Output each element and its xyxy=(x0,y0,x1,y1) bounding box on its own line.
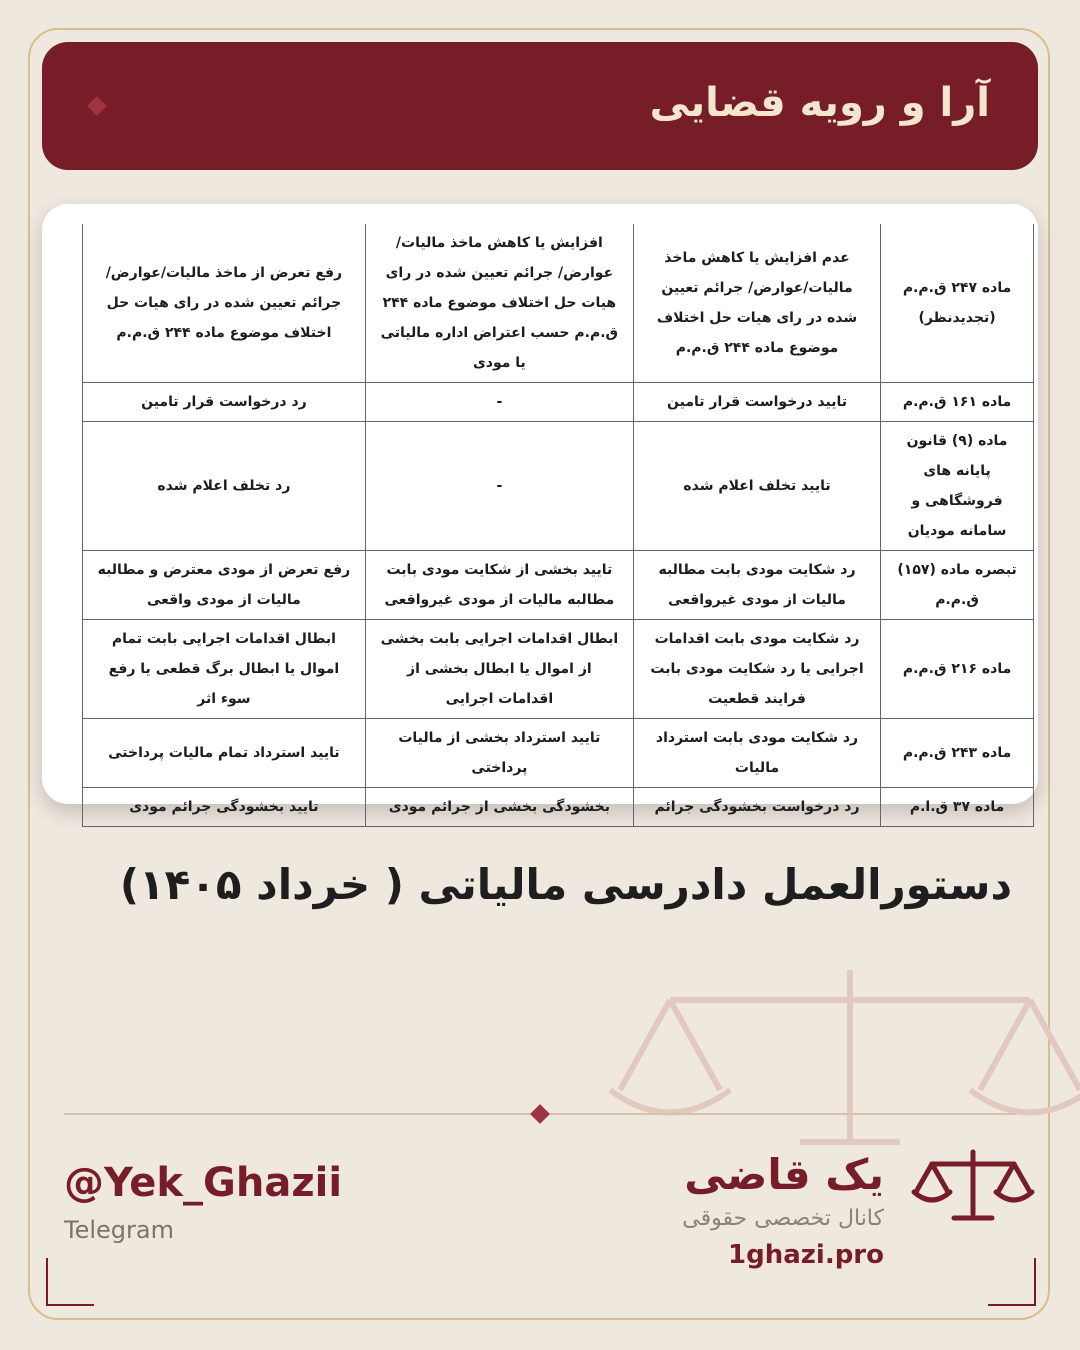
table-cell: ماده ۱۶۱ ق.م.م xyxy=(881,383,1034,422)
table-cell: رد درخواست بخشودگی جرائم xyxy=(633,788,880,827)
table-row xyxy=(83,551,1034,620)
table-cell: رد شکایت مودی بابت مطالبه مالیات از مودی غیرواقعی xyxy=(633,551,880,620)
table-cell: رفع تعرض از ماخذ مالیات/عوارض/ جرائم تعیین شده در رای هیات حل اختلاف موضوع ماده ۲۴۴ ق.م.م xyxy=(83,224,366,383)
diamond-icon xyxy=(87,96,107,116)
table-row xyxy=(83,719,1034,788)
corner-ornament xyxy=(46,1258,94,1306)
table-cell: تایید تخلف اعلام شده xyxy=(633,422,880,551)
header-banner xyxy=(42,42,1038,170)
scales-watermark-icon xyxy=(600,960,1080,1180)
table-cell: تایید درخواست قرار تامین xyxy=(633,383,880,422)
table-row xyxy=(83,620,1034,719)
corner-ornament xyxy=(988,1258,1036,1306)
table-row xyxy=(83,383,1034,422)
platform-label: Telegram xyxy=(64,1216,174,1244)
table-cell: افزایش یا کاهش ماخذ مالیات/عوارض/ جرائم تعیین شده در رای هیات حل اختلاف موضوع ماده ۲۴۴ ق.م.م حسب اعتراض اداره مالیاتی یا مودی xyxy=(365,224,633,383)
table-row xyxy=(83,224,1034,383)
table-row xyxy=(83,422,1034,551)
table-cell: رفع تعرض از مودی معترض و مطالبه مالیات از مودی واقعی xyxy=(83,551,366,620)
table-cell: تبصره ماده (۱۵۷) ق.م.م xyxy=(881,551,1034,620)
document-card xyxy=(42,204,1038,815)
table-cell: رد شکایت مودی بابت استرداد مالیات xyxy=(633,719,880,788)
table-cell: ابطال اقدامات اجرایی بابت بخشی از اموال یا ابطال بخشی از اقدامات اجرایی xyxy=(365,620,633,719)
table-cell: تایید بخشی از شکایت مودی بابت مطالبه مالیات از مودی غیرواقعی xyxy=(365,551,633,620)
header-title: آرا و رویه قضایی xyxy=(649,80,990,126)
table-cell: ماده (۹) قانون پایانه های فروشگاهی و سامانه مودیان xyxy=(881,422,1034,551)
table-row xyxy=(83,788,1034,827)
table-cell: ماده ۳۷ ق.ا.م xyxy=(881,788,1034,827)
table-cell: - xyxy=(365,383,633,422)
table-cell: رد شکایت مودی بابت اقدامات اجرایی یا رد شکایت مودی بابت فرایند قطعیت xyxy=(633,620,880,719)
table-cell: رد تخلف اعلام شده xyxy=(83,422,366,551)
scales-icon xyxy=(910,1148,1036,1224)
document-table xyxy=(82,224,1034,827)
table-cell: ابطال اقدامات اجرایی بابت تمام اموال یا ابطال برگ قطعی یا رفع سوء اثر xyxy=(83,620,366,719)
telegram-handle[interactable]: @Yek_Ghazii xyxy=(64,1160,343,1206)
table-cell: تایید بخشودگی جرائم مودی xyxy=(83,788,366,827)
table-cell: تایید استرداد بخشی از مالیات پرداختی xyxy=(365,719,633,788)
table-cell: ماده ۲۴۳ ق.م.م xyxy=(881,719,1034,788)
table-cell: عدم افزایش یا کاهش ماخذ مالیات/عوارض/ جرائم تعیین شده در رای هیات حل اختلاف موضوع ماده ۲۴۴ ق.م.م xyxy=(633,224,880,383)
brand-name: یک قاضی xyxy=(684,1150,884,1199)
table-cell: رد درخواست قرار تامین xyxy=(83,383,366,422)
page-title: دستورالعمل دادرسی مالیاتی ( خرداد ۱۴۰۵) xyxy=(119,860,1012,909)
table-cell: ماده ۲۴۷ ق.م.م (تجدیدنظر) xyxy=(881,224,1034,383)
table-cell: بخشودگی بخشی از جرائم مودی xyxy=(365,788,633,827)
table-cell: تایید استرداد تمام مالیات پرداختی xyxy=(83,719,366,788)
brand-url[interactable]: 1ghazi.pro xyxy=(728,1240,884,1270)
brand-subtitle: کانال تخصصی حقوقی xyxy=(682,1206,884,1231)
table-cell: ماده ۲۱۶ ق.م.م xyxy=(881,620,1034,719)
table-cell: - xyxy=(365,422,633,551)
